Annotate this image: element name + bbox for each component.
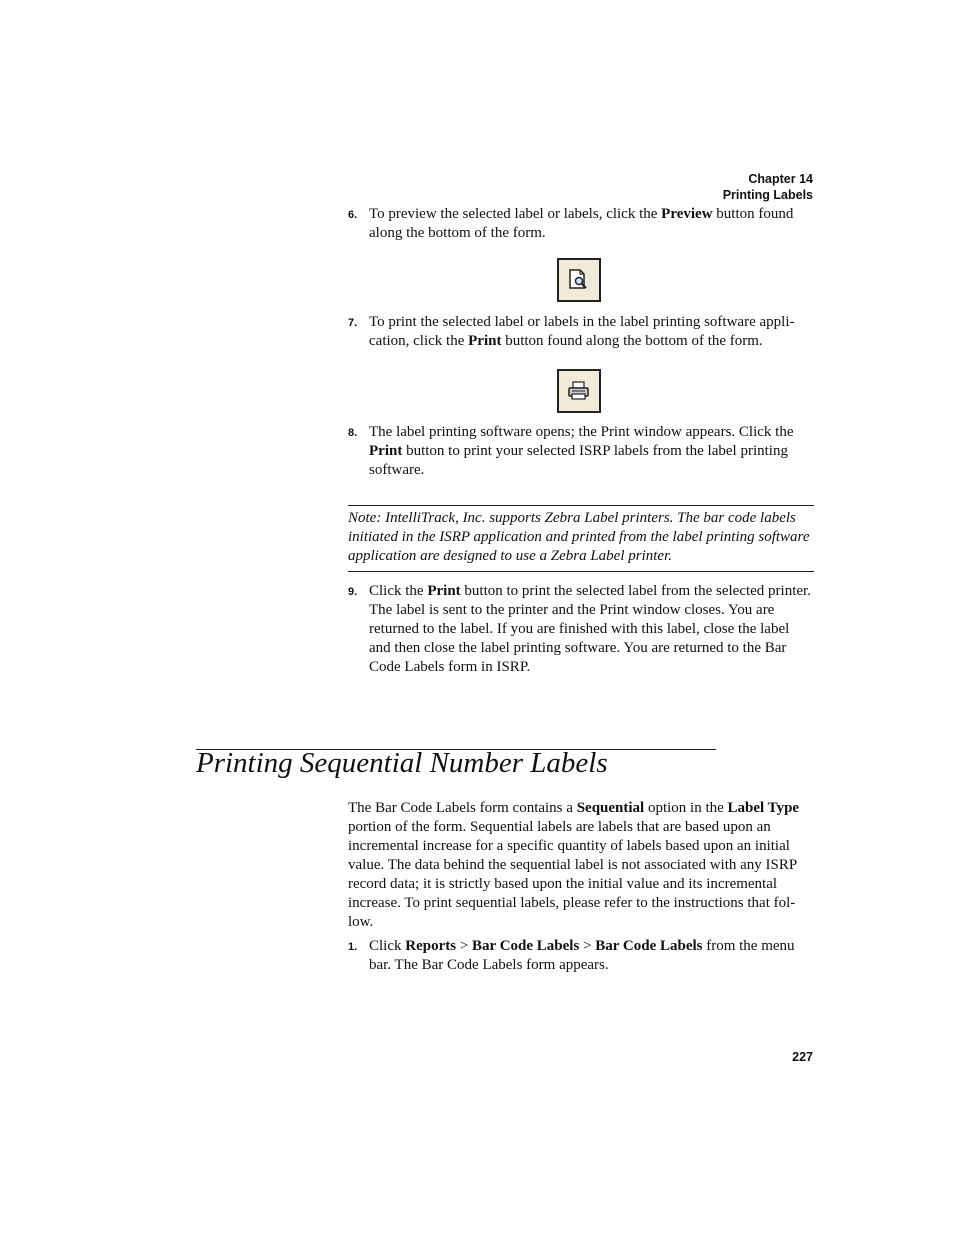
- step-text: Click the Print button to print the selected label from the selected printer. The label is sent to the printer and the Print window closes. You are returned to the label. If you are finished with this label, close the label and then close the label printing software. You are returned to the Bar Code Labels form in ISRP.: [369, 583, 811, 675]
- preview-button-image: [557, 258, 601, 302]
- page-number: 227: [792, 1050, 813, 1064]
- step-number: 1.: [348, 941, 358, 953]
- printer-icon: [567, 379, 591, 403]
- chapter-label: Chapter 14: [748, 172, 813, 186]
- step-text: Click Reports > Bar Code Labels > Bar Code Labels from the menu bar. The Bar Code Labels form appears.: [369, 938, 795, 973]
- chapter-title: Printing Labels: [722, 188, 813, 202]
- step-number: 8.: [348, 427, 358, 439]
- note-text: Note: IntelliTrack, Inc. supports Zebra Label printers. The bar code labels initiated in the ISRP application and printed from the label printing software application are designed to use a Zebra Label printer.: [348, 510, 810, 564]
- step-text: To preview the selected label or labels, click the Preview button found along the bottom of the form.: [369, 206, 794, 241]
- preview-document-icon: [567, 268, 591, 292]
- running-header: [723, 171, 813, 203]
- step-7: [348, 313, 814, 351]
- step-number: 9.: [348, 586, 358, 598]
- step-9: [348, 582, 814, 677]
- section-heading: Printing Sequential Number Labels: [196, 747, 608, 779]
- step-8: [348, 423, 814, 480]
- step-6: [348, 205, 814, 243]
- note-box: [348, 505, 814, 572]
- step-text: To print the selected label or labels in the label printing software appli-cation, click the Print button found along the bottom of the form.: [369, 314, 795, 349]
- print-button-image: [557, 369, 601, 413]
- step-number: 7.: [348, 317, 358, 329]
- step-text: The label printing software opens; the Print window appears. Click the Print button to print your selected ISRP labels from the label printing software.: [369, 424, 794, 478]
- intro-paragraph: The Bar Code Labels form contains a Sequential option in the Label Type portion of the form. Sequential labels are labels that are based upon an incremental increase for a specific quantity of labels based upon an initial value. The data behind the sequential label is not associated with any ISRP record data; it is strictly based upon the initial value and its incremental increase. To print sequential labels, please refer to the instructions that fol-low.: [348, 800, 800, 930]
- step-1: [348, 937, 814, 975]
- step-number: 6.: [348, 209, 358, 221]
